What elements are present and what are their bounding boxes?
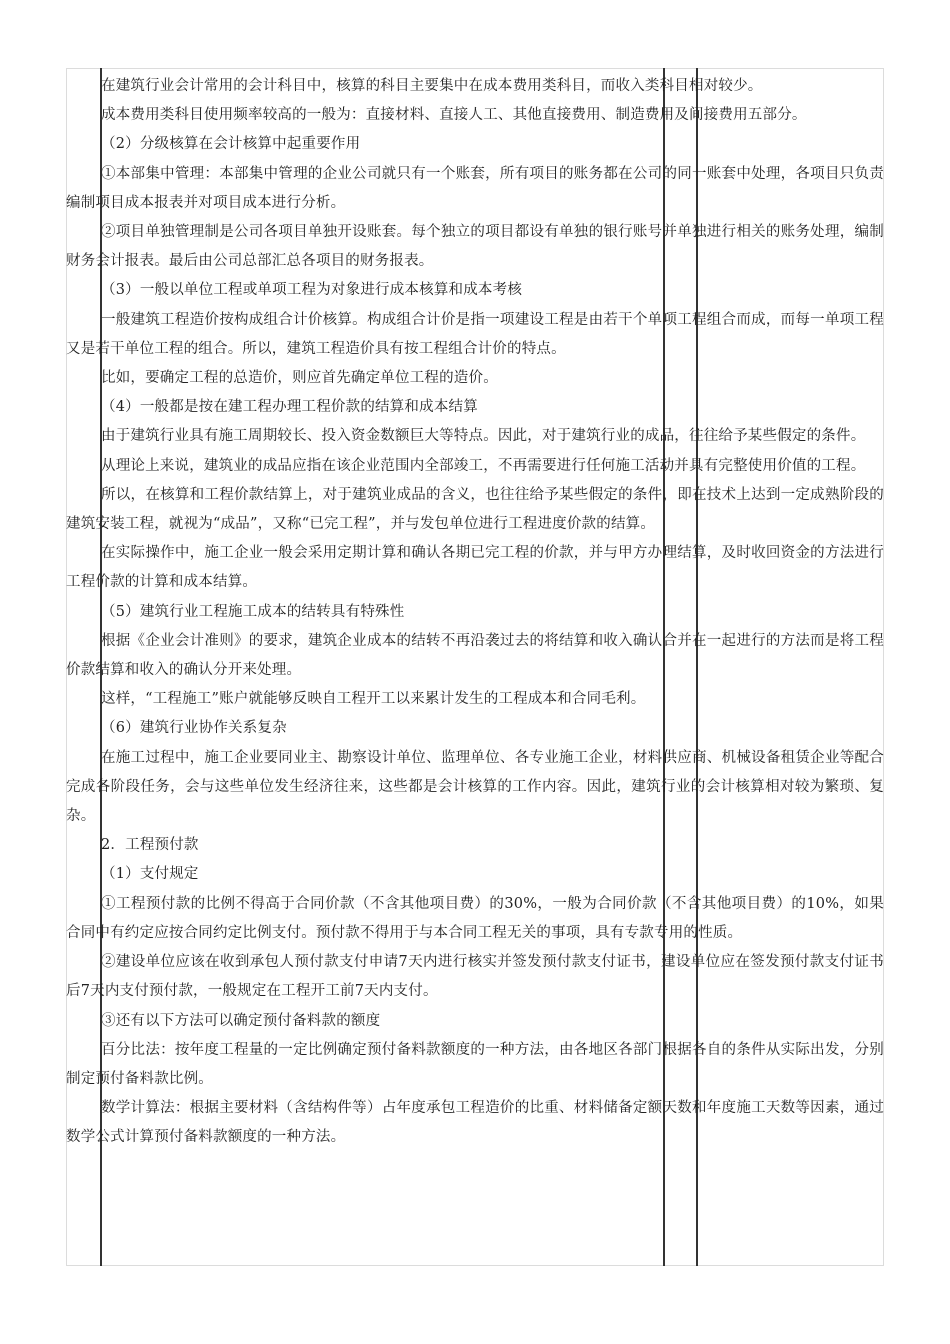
document-body (66, 72, 884, 1153)
paragraph: 百分比法：按年度工程量的一定比例确定预付备料款额度的一种方法，由各地区各部门根据各自的条件从实际出发，分别制定预付备料款比例。 (66, 1041, 884, 1087)
section-heading: （6）建筑行业协作关系复杂 (101, 720, 287, 737)
paragraph: ②项目单独管理制是公司各项目单独开设账套。每个独立的项目都设有单独的银行账号并单独进行相关的账务处理，编制财务会计报表。最后由公司总部汇总各项目的财务报表。 (66, 224, 884, 270)
paragraph: 由于建筑行业具有施工周期较长、投入资金数额巨大等特点。因此，对于建筑行业的成品，往往给予某些假定的条件。 (101, 428, 866, 445)
paragraph: 根据《企业会计准则》的要求，建筑企业成本的结转不再沿袭过去的将结算和收入确认合并在一起进行的方法而是将工程价款结算和收入的确认分开来处理。 (66, 632, 884, 679)
paragraph: ②建设单位应该在收到承包人预付款支付申请7天内进行核实并签发预付款支付证书，建设单位应在签发预付款支付证书后7天内支付预付款，一般规定在工程开工前7天内支付。 (66, 954, 884, 1000)
chapter-heading: 2．工程预付款 (101, 837, 199, 854)
section-heading: （4）一般都是按在建工程办理工程价款的结算和成本结算 (101, 399, 478, 416)
paragraph: 从理论上来说，建筑业的成品应指在该企业范围内全部竣工，不再需要进行任何施工活动并具有完整使用价值的工程。 (101, 457, 866, 474)
paragraph: 在实际操作中，施工企业一般会采用定期计算和确认各期已完工程的价款，并与甲方办理结算，及时收回资金的方法进行工程价款的计算和成本结算。 (66, 545, 884, 591)
section-heading: （5）建筑行业工程施工成本的结转具有特殊性 (101, 603, 405, 620)
section-heading: （1）支付规定 (101, 866, 199, 883)
paragraph: 比如，要确定工程的总造价，则应首先确定单位工程的造价。 (101, 370, 498, 387)
paragraph: 这样，“工程施工”账户就能够反映自工程开工以来累计发生的工程成本和合同毛利。 (101, 691, 646, 708)
paragraph: 一般建筑工程造价按构成组合计价核算。构成组合计价是指一项建设工程是由若干个单项工程组合而成，而每一单项工程又是若干单位工程的组合。所以，建筑工程造价具有按工程组合计价的特点。 (66, 311, 884, 357)
paragraph: 成本费用类科目使用频率较高的一般为：直接材料、直接人工、其他直接费用、制造费用及间接费用五部分。 (101, 107, 807, 124)
paragraph: 所以，在核算和工程价款结算上，对于建筑业成品的含义，也往往给予某些假定的条件，即在技术上达到一定成熟阶段的建筑安装工程，就视为“成品”，又称“已完工程”，并与发包单位进行工程进度价款的结算。 (66, 486, 884, 533)
section-heading: （2）分级核算在会计核算中起重要作用 (101, 136, 361, 153)
paragraph: 在施工过程中，施工企业要同业主、勘察设计单位、监理单位、各专业施工企业，材料供应商、机械设备租赁企业等配合完成各阶段任务，会与这些单位发生经济往来，这些都是会计核算的工作内容。因此，建筑行业的会计核算相对较为繁琐、复杂。 (66, 749, 884, 825)
section-heading: ③还有以下方法可以确定预付备料款的额度 (101, 1012, 381, 1029)
paragraph: 在建筑行业会计常用的会计科目中，核算的科目主要集中在成本费用类科目，而收入类科目相对较少。 (101, 78, 763, 94)
paragraph: ①本部集中管理：本部集中管理的企业公司就只有一个账套，所有项目的账务都在公司的同一账套中处理，各项目只负责编制项目成本报表并对项目成本进行分析。 (66, 165, 884, 211)
paragraph: ①工程预付款的比例不得高于合同价款（不含其他项目费）的30%，一般为合同价款（不含其他项目费）的10%，如果合同中有约定应按合同约定比例支付。预付款不得用于与本合同工程无关的事项，具有专款专用的性质。 (66, 895, 884, 941)
paragraph: 数学计算法：根据主要材料（含结构件等）占年度承包工程造价的比重、材料储备定额天数和年度施工天数等因素，通过数学公式计算预付备料款额度的一种方法。 (66, 1100, 884, 1146)
section-heading: （3）一般以单位工程或单项工程为对象进行成本核算和成本考核 (101, 282, 523, 299)
